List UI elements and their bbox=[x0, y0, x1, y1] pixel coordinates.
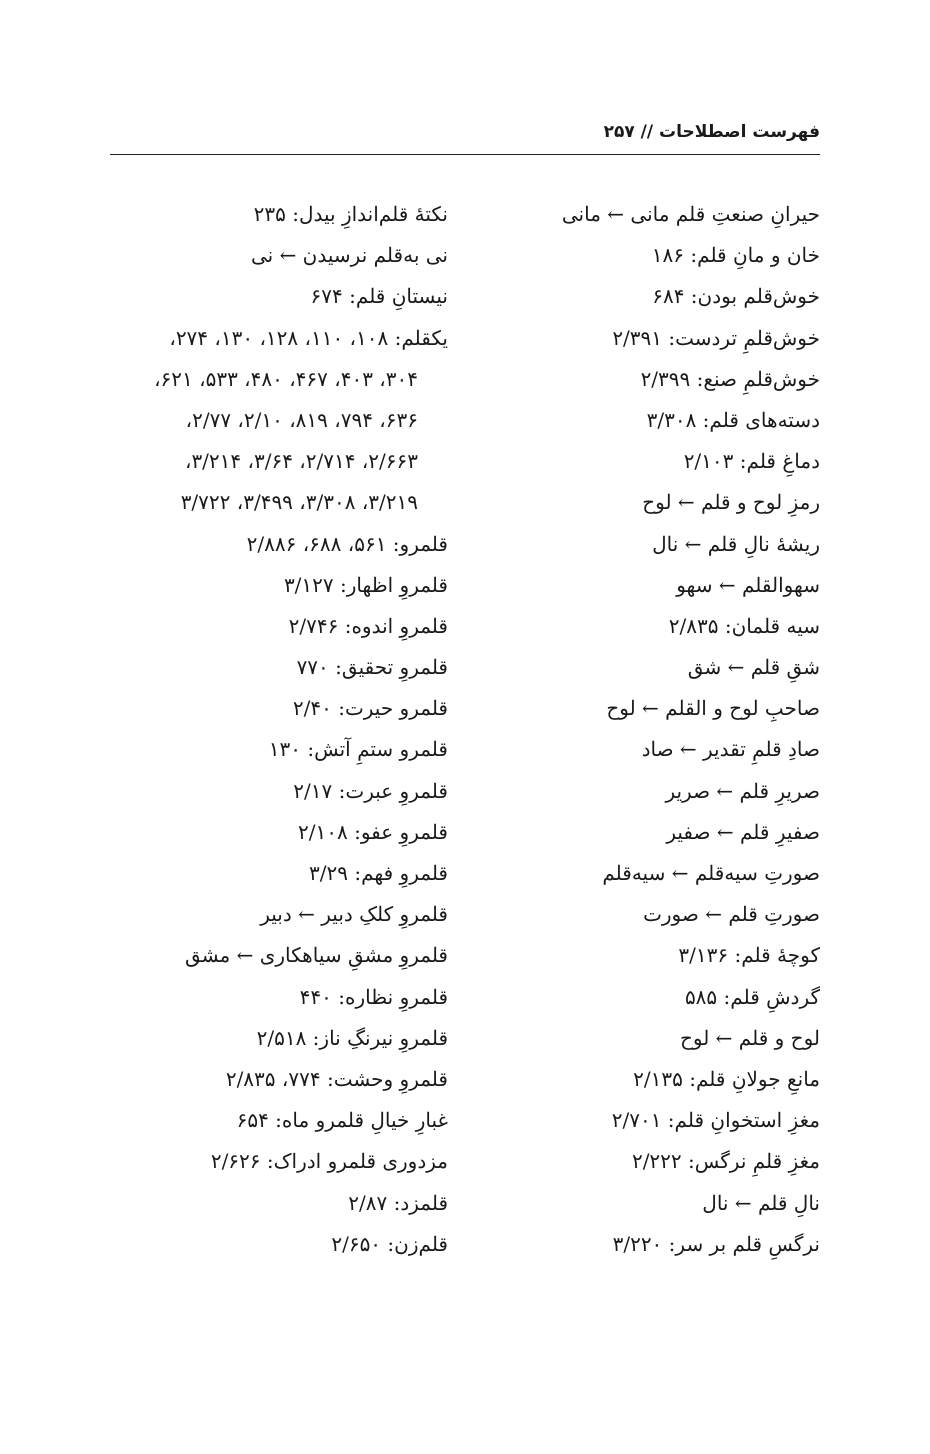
index-entry: ریشهٔ نالِ قلم ← نال bbox=[652, 531, 820, 556]
index-entry: قلم‌زن: ۲/۶۵۰ bbox=[331, 1231, 448, 1256]
index-entry: گردشِ قلم: ۵۸۵ bbox=[684, 984, 820, 1009]
index-entry-continuation: ۲/۶۶۳، ۲/۷۱۴، ۳/۶۴، ۳/۲۱۴، bbox=[184, 449, 418, 474]
index-entry: رمزِ لوح و قلم ← لوح bbox=[642, 490, 820, 515]
index-entry: قلمروِ عفو: ۲/۱۰۸ bbox=[298, 819, 448, 844]
index-entry: غبارِ خیالِ قلمرو ماه: ۶۵۴ bbox=[236, 1108, 448, 1133]
index-entry-continuation: ۳۰۴، ۴۰۳، ۴۶۷، ۴۸۰، ۵۳۳، ۶۲۱، bbox=[154, 366, 418, 391]
index-entry: مزدوری قلمرو ادراک: ۲/۶۲۶ bbox=[210, 1149, 448, 1174]
index-entry: قلمروِ نیرنگِ ناز: ۲/۵۱۸ bbox=[256, 1025, 448, 1050]
index-entry: مغزِ قلمِ نرگس: ۲/۲۲۲ bbox=[631, 1149, 820, 1174]
index-entry: سیه قلمان: ۲/۸۳۵ bbox=[668, 613, 820, 638]
index-entry: نکتهٔ قلم‌اندازِ بیدل: ۲۳۵ bbox=[253, 202, 448, 226]
index-column-right bbox=[520, 194, 820, 1265]
index-entry: قلمروِ عبرت: ۲/۱۷ bbox=[293, 778, 448, 803]
index-entry: قلمروِ فهم: ۳/۲۹ bbox=[309, 861, 448, 885]
index-entry: قلمروِ تحقیق: ۷۷۰ bbox=[296, 655, 448, 680]
index-entry: نی به‌قلم نرسیدن ← نی bbox=[250, 243, 448, 268]
index-entry: مغزِ استخوانِ قلم: ۲/۷۰۱ bbox=[611, 1108, 820, 1133]
index-entry: حیرانِ صنعتِ قلم مانی ← مانی bbox=[561, 202, 820, 226]
index-entry-continuation: ۶۳۶، ۷۹۴، ۸۱۹، ۲/۱۰، ۲/۷۷، bbox=[185, 407, 418, 432]
index-entry: دسته‌های قلم: ۳/۳۰۸ bbox=[646, 407, 820, 432]
header-separator: // bbox=[640, 122, 654, 142]
index-entry: قلمرو: ۵۶۱، ۶۸۸، ۲/۸۸۶ bbox=[246, 531, 448, 556]
index-entry: صورتِ قلم ← صورت bbox=[643, 902, 820, 927]
index-entry: سهوالقلم ← سهو bbox=[676, 572, 820, 597]
index-entry: قلمروِ مشقِ سیاهکاری ← مشق bbox=[185, 943, 448, 968]
page-number: ۲۵۷ bbox=[603, 122, 635, 142]
index-entry: صریرِ قلم ← صریر bbox=[665, 778, 820, 803]
index-entry: لوح و قلم ← لوح bbox=[679, 1025, 820, 1050]
index-entry: قلمروِ وحشت: ۷۷۴، ۲/۸۳۵ bbox=[225, 1066, 448, 1091]
header-title: فهرست اصطلاحات bbox=[658, 122, 820, 142]
index-entry: خوش‌قلمِ صنع: ۲/۳۹۹ bbox=[640, 366, 820, 391]
index-entry: دماغِ قلم: ۲/۱۰۳ bbox=[683, 449, 820, 474]
index-entry: قلمروِ اظهار: ۳/۱۲۷ bbox=[283, 572, 448, 597]
index-entry: نیستانِ قلم: ۶۷۴ bbox=[310, 284, 448, 309]
index-entry: نالِ قلم ← نال bbox=[702, 1190, 820, 1215]
header-text bbox=[604, 122, 820, 142]
running-header bbox=[110, 118, 820, 155]
index-entry: قلمزد: ۲/۸۷ bbox=[348, 1190, 448, 1215]
index-entry: قلمرو ستمِ آتش: ۱۳۰ bbox=[268, 737, 448, 762]
index-entry: صفیرِ قلم ← صفیر bbox=[666, 819, 820, 844]
index-entry: مانعِ جولانِ قلم: ۲/۱۳۵ bbox=[633, 1066, 820, 1091]
index-entry: قلمرو حیرت: ۲/۴۰ bbox=[292, 696, 448, 721]
index-entry: صورتِ سیه‌قلم ← سیه‌قلم bbox=[602, 861, 820, 885]
index-entry: صادِ قلمِ تقدیر ← صاد bbox=[641, 737, 820, 762]
index-entry: خان و مانِ قلم: ۱۸۶ bbox=[651, 243, 820, 268]
index-column-left bbox=[88, 194, 448, 1265]
index-entry: صاحبِ لوح و القلم ← لوح bbox=[606, 696, 820, 721]
index-entry: قلمروِ اندوه: ۲/۷۴۶ bbox=[288, 613, 448, 638]
index-entry: قلمروِ کلکِ دبیر ← دبیر bbox=[260, 902, 448, 927]
index-entry: شقِ قلم ← شق bbox=[687, 655, 820, 680]
index-entry: نرگسِ قلم بر سر: ۳/۲۲۰ bbox=[612, 1231, 820, 1256]
index-entry-continuation: ۳/۲۱۹، ۳/۳۰۸، ۳/۴۹۹، ۳/۷۲۲ bbox=[180, 490, 418, 515]
index-entry: کوچهٔ قلم: ۳/۱۳۶ bbox=[678, 943, 820, 968]
index-entry: خوش‌قلمِ تردست: ۲/۳۹۱ bbox=[612, 325, 820, 350]
index-entry: یکقلم: ۱۰۸، ۱۱۰، ۱۲۸، ۱۳۰، ۲۷۴، bbox=[169, 325, 448, 350]
index-entry: خوش‌قلم بودن: ۶۸۴ bbox=[652, 284, 820, 309]
index-entry: قلمروِ نظاره: ۴۴۰ bbox=[299, 984, 448, 1009]
